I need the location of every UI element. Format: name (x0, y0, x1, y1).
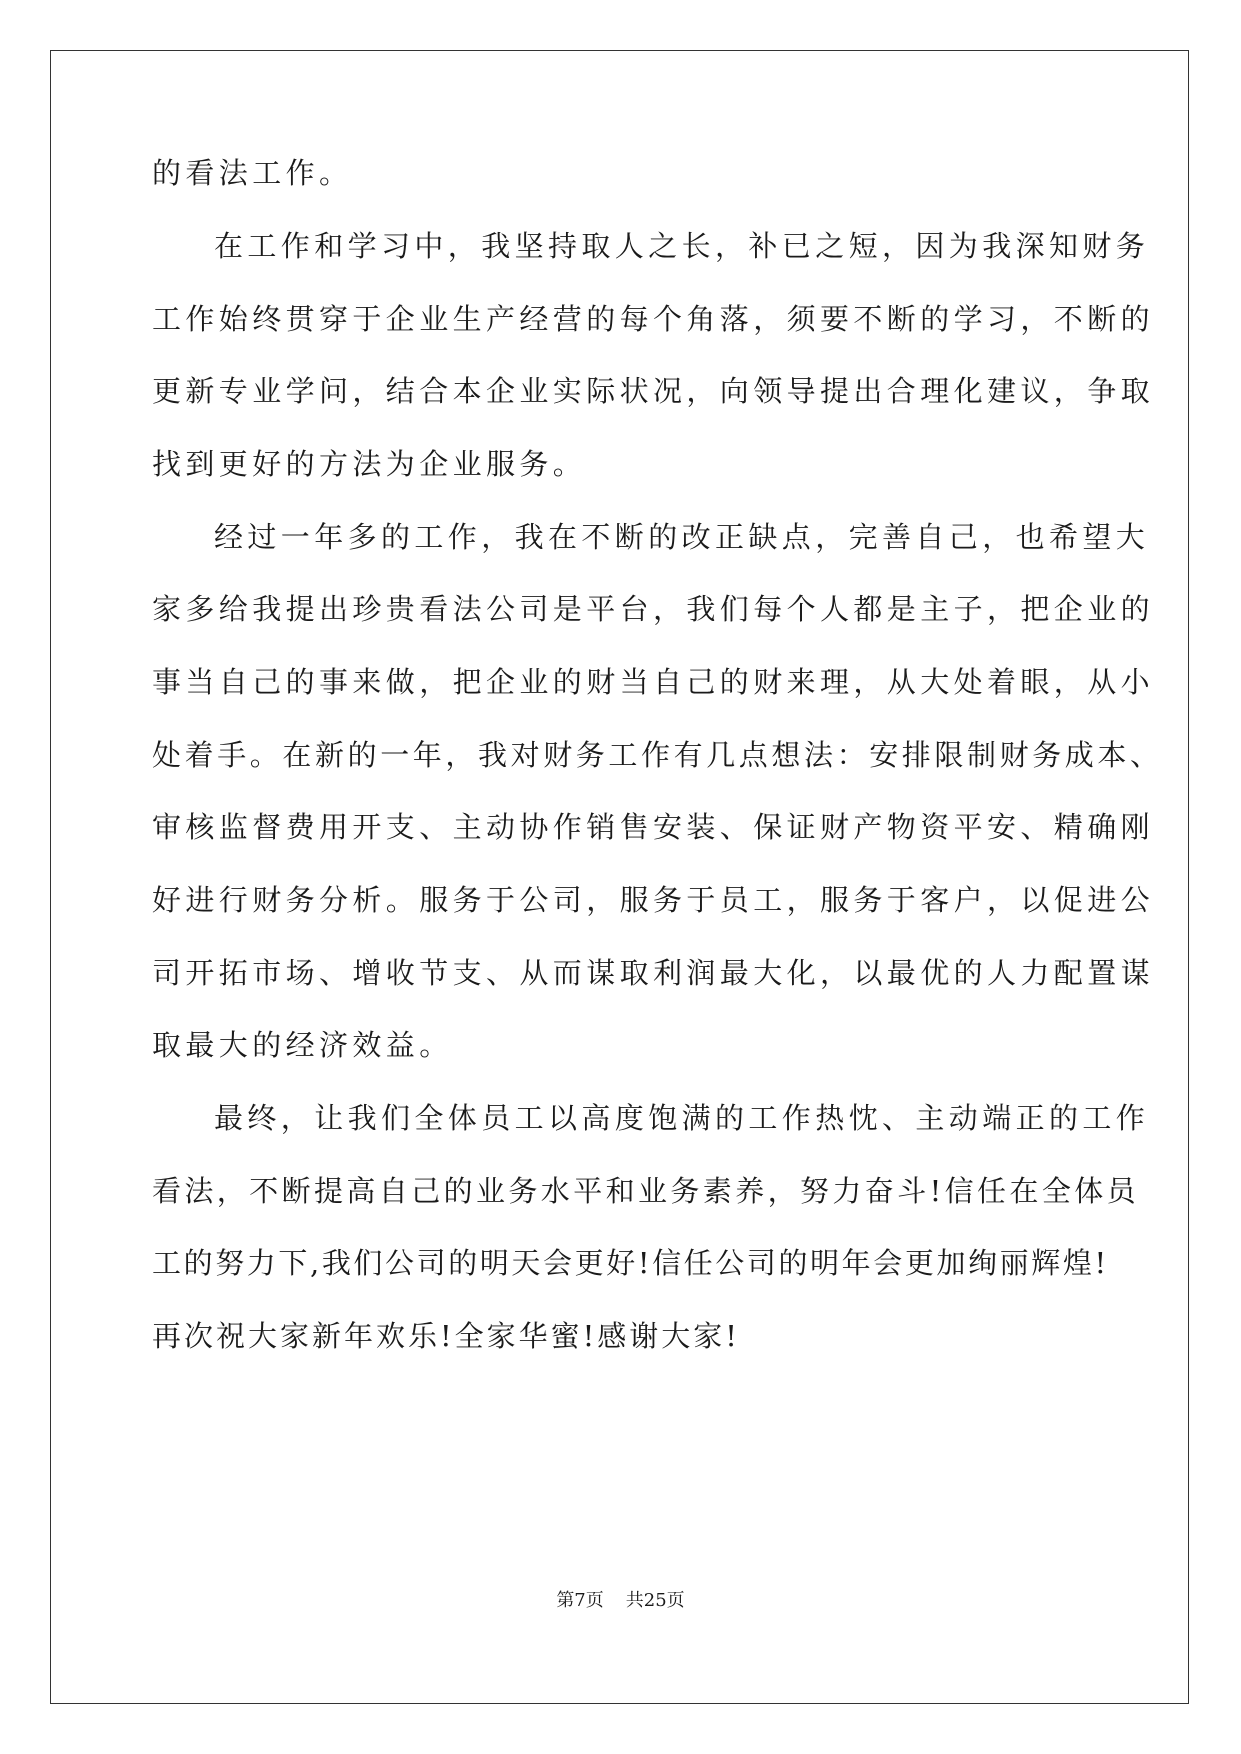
text-line: 工作始终贯穿于企业生产经营的每个角落，须要不断的学习，不断的 (152, 302, 1155, 336)
text-line: 家多给我提出珍贵看法公司是平台，我们每个人都是主子，把企业的 (152, 592, 1155, 626)
text-line: 事当自己的事来做，把企业的财当自己的财来理，从大处着眼，从小 (152, 665, 1155, 699)
text-line: 的看法工作。 (152, 156, 353, 190)
text-line: 司开拓市场、增收节支、从而谋取利润最大化，以最优的人力配置谋 (152, 956, 1155, 990)
page-total: 共25页 (625, 1590, 685, 1611)
text-line: 看法，不断提高自己的业务水平和业务素养，努力奋斗!信任在全体员 (152, 1174, 1140, 1208)
paragraph-first-line: 经过一年多的工作，我在不断的改正缺点，完善自己，也希望大 (214, 520, 1150, 554)
paragraph-first-line: 最终，让我们全体员工以高度饱满的工作热忱、主动端正的工作 (214, 1101, 1150, 1135)
paragraph-first-line: 在工作和学习中，我坚持取人之长，补已之短，因为我深知财务 (214, 229, 1150, 263)
text-line: 再次祝大家新年欢乐!全家华蜜!感谢大家! (152, 1319, 740, 1353)
text-line: 好进行财务分析。服务于公司，服务于员工，服务于客户，以促进公 (152, 883, 1155, 917)
text-line: 取最大的经济效益。 (152, 1028, 453, 1062)
page-number: 第7页 (556, 1590, 604, 1611)
page-footer (0, 1589, 1241, 1613)
text-line: 更新专业学问，结合本企业实际状况，向领导提出合理化建议，争取 (152, 374, 1155, 408)
text-line: 处着手。在新的一年，我对财务工作有几点想法：安排限制财务成本、 (152, 738, 1163, 772)
text-line: 找到更好的方法为企业服务。 (152, 447, 587, 481)
text-line: 工的努力下,我们公司的明天会更好!信任公司的明年会更加绚丽辉煌! (152, 1246, 1109, 1280)
text-line: 审核监督费用开支、主动协作销售安装、保证财产物资平安、精确刚 (152, 810, 1155, 844)
